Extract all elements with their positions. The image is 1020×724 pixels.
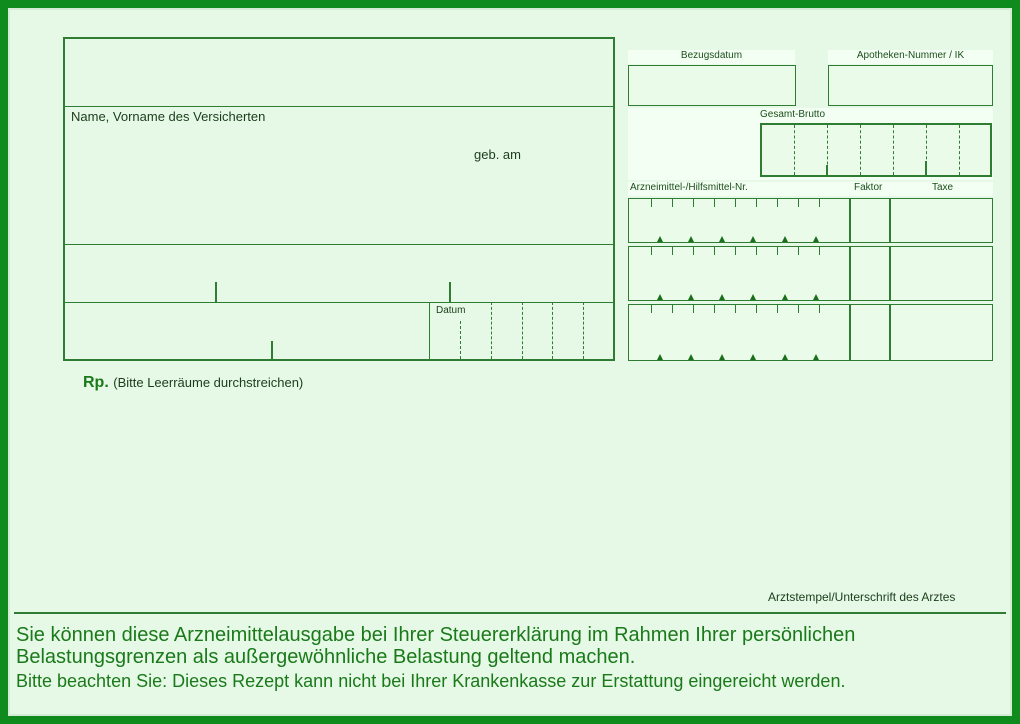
apotheken-field[interactable]	[828, 65, 993, 106]
gesamt-field[interactable]	[760, 123, 992, 177]
marker-triangle	[719, 354, 725, 360]
pzn-tick	[714, 199, 715, 207]
date-dash	[583, 302, 584, 359]
divider-middle	[65, 244, 613, 245]
insured-name-label: Name, Vorname des Versicherten	[71, 109, 266, 124]
digit-dash	[893, 125, 894, 175]
prescription-form	[8, 8, 1012, 716]
pzn-tick	[672, 199, 673, 207]
marker-triangle	[750, 354, 756, 360]
marker-triangle	[750, 236, 756, 242]
pzn-tick	[798, 199, 799, 207]
pzn-tick	[777, 199, 778, 207]
gesamt-label: Gesamt-Brutto	[760, 109, 826, 120]
digit-dash	[794, 125, 795, 175]
marker-triangle	[782, 354, 788, 360]
pzn-tick	[651, 247, 652, 255]
faktor-divider	[849, 305, 851, 360]
pzn-tick	[672, 247, 673, 255]
pzn-tick	[651, 199, 652, 207]
marker-triangle	[688, 236, 694, 242]
date-dash	[522, 302, 523, 359]
marker-triangle	[782, 236, 788, 242]
pzn-tick	[798, 305, 799, 313]
pzn-tick	[714, 247, 715, 255]
patient-box	[63, 37, 615, 361]
rp-note: (Bitte Leerräume durchstreichen)	[113, 375, 304, 390]
date-label: Datum	[436, 305, 466, 316]
pzn-tick	[777, 247, 778, 255]
faktor-label: Faktor	[854, 182, 883, 193]
pzn-tick	[735, 199, 736, 207]
rp-symbol: Rp.	[83, 374, 109, 391]
taxe-label: Taxe	[932, 182, 954, 193]
pzn-tick	[672, 305, 673, 313]
marker-triangle	[750, 294, 756, 300]
pzn-tick	[819, 305, 820, 313]
decimal-tick	[826, 165, 828, 175]
date-dash	[552, 302, 553, 359]
marker-triangle	[688, 354, 694, 360]
marker-triangle	[782, 294, 788, 300]
date-dash	[491, 302, 492, 359]
marker-triangle	[657, 294, 663, 300]
pzn-tick	[714, 305, 715, 313]
stamp-label: Arztstempel/Unterschrift des Arztes	[768, 590, 956, 604]
pzn-tick	[756, 305, 757, 313]
prescription-area[interactable]	[70, 400, 990, 580]
pzn-tick	[756, 199, 757, 207]
marker-triangle	[813, 294, 819, 300]
pzn-tick	[756, 247, 757, 255]
taxe-divider	[889, 247, 891, 300]
decimal-tick	[925, 161, 927, 175]
pzn-tick	[693, 305, 694, 313]
divider-bottom	[65, 302, 613, 303]
marker-triangle	[813, 236, 819, 242]
arznei-row[interactable]	[628, 246, 993, 301]
arznei-label: Arzneimittel-/Hilfsmittel-Nr.	[630, 182, 748, 193]
arznei-row[interactable]	[628, 304, 993, 361]
pzn-tick	[693, 199, 694, 207]
dob-label: geb. am	[474, 147, 521, 162]
footer-line-3: Bitte beachten Sie: Dieses Rezept kann nicht bei Ihrer Krankenkasse zur Erstattung eingereicht werden.	[16, 671, 846, 691]
pzn-tick	[798, 247, 799, 255]
taxe-divider	[889, 199, 891, 242]
bezugsdatum-label: Bezugsdatum	[628, 50, 795, 64]
separator-tick	[449, 282, 451, 302]
footer-divider	[14, 612, 1006, 614]
marker-triangle	[813, 354, 819, 360]
footer-line-2: Belastungsgrenzen als außergewöhnliche Belastung geltend machen.	[16, 646, 636, 668]
pzn-tick	[777, 305, 778, 313]
pzn-tick	[819, 199, 820, 207]
marker-triangle	[719, 236, 725, 242]
digit-dash	[860, 125, 861, 175]
faktor-divider	[849, 247, 851, 300]
apotheken-label: Apotheken-Nummer / IK	[828, 50, 993, 64]
marker-triangle	[719, 294, 725, 300]
separator-tick	[215, 282, 217, 302]
divider-top	[65, 106, 613, 107]
marker-triangle	[688, 294, 694, 300]
date-dash	[460, 321, 461, 359]
digit-dash	[959, 125, 960, 175]
pzn-tick	[651, 305, 652, 313]
date-divider	[429, 302, 430, 359]
rp-line	[83, 374, 303, 392]
marker-triangle	[657, 236, 663, 242]
pzn-tick	[735, 305, 736, 313]
footer-line-1: Sie können diese Arzneimittelausgabe bei Ihrer Steuererklärung im Rahmen Ihrer persönlichen	[16, 624, 856, 646]
taxe-divider	[889, 305, 891, 360]
faktor-divider	[849, 199, 851, 242]
pzn-tick	[693, 247, 694, 255]
pzn-tick	[819, 247, 820, 255]
bezugsdatum-field[interactable]	[628, 65, 796, 106]
separator-tick	[271, 341, 273, 359]
pzn-tick	[735, 247, 736, 255]
marker-triangle	[657, 354, 663, 360]
arznei-row[interactable]	[628, 198, 993, 243]
